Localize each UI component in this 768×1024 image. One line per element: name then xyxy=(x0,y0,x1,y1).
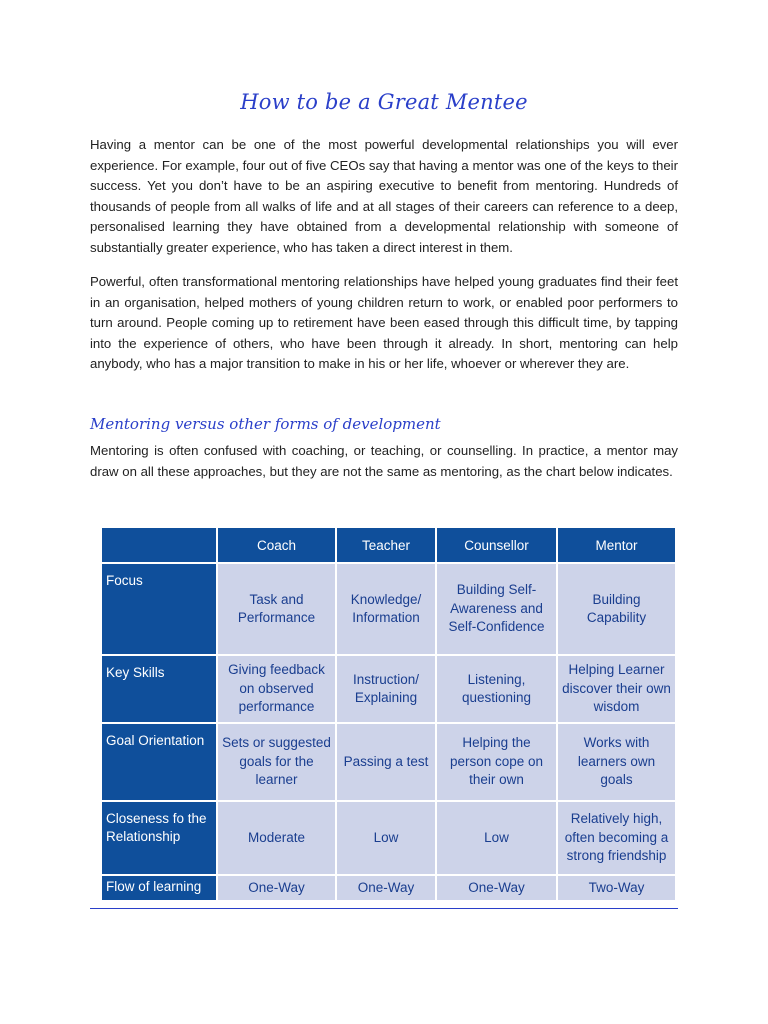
table-cell: One-Way xyxy=(336,875,436,901)
table-cell: Works with learners own goals xyxy=(557,723,676,801)
section-intro-paragraph: Mentoring is often confused with coaching, or teaching, or counselling. In practice, a mentor may draw on all these approaches, but they are not the same as mentoring, as the chart below indicates. xyxy=(90,443,678,479)
table-cell: Passing a test xyxy=(336,723,436,801)
row-label: Key Skills xyxy=(101,655,217,723)
table-cell: Building Self-Awareness and Self-Confidence xyxy=(436,563,557,655)
footer-divider xyxy=(90,908,678,909)
table-header-cell: Mentor xyxy=(557,527,676,563)
table-header-cell: Coach xyxy=(217,527,336,563)
table-row xyxy=(101,723,676,801)
table-row xyxy=(101,801,676,875)
table-cell: Moderate xyxy=(217,801,336,875)
section-heading: Mentoring versus other forms of development xyxy=(90,415,441,433)
table-cell: Instruction/ Explaining xyxy=(336,655,436,723)
table-cell: Low xyxy=(336,801,436,875)
intro-paragraph-1: Having a mentor can be one of the most powerful developmental relationships you will ever experience. For example, four out of five CEOs say that having a mentor was one of the keys to their success. Yet you don’t have to be an aspiring executive to benefit from mentoring. Hundreds of thousands of people from all walks of life and at all stages of their careers can reference to a deep, personalised learning they have obtained from a developmental relationship with someone of substantially greater experience, who has taken a direct interest in them. xyxy=(90,137,678,255)
table-row xyxy=(101,875,676,901)
table-row xyxy=(101,655,676,723)
table-header-row xyxy=(101,527,676,563)
table-cell: Relatively high, often becoming a strong friendship xyxy=(557,801,676,875)
table-cell: Two-Way xyxy=(557,875,676,901)
table-cell: Helping Learner discover their own wisdom xyxy=(557,655,676,723)
row-label: Goal Orientation xyxy=(101,723,217,801)
table-cell: Helping the person cope on their own xyxy=(436,723,557,801)
table-cell: Listening, questioning xyxy=(436,655,557,723)
table-header-cell: Counsellor xyxy=(436,527,557,563)
table-header-cell xyxy=(101,527,217,563)
table-cell: Building Capability xyxy=(557,563,676,655)
table-cell: Task and Performance xyxy=(217,563,336,655)
table-cell: Knowledge/ Information xyxy=(336,563,436,655)
row-label: Flow of learning xyxy=(101,875,217,901)
table-row xyxy=(101,563,676,655)
row-label: Closeness fo the Relationship xyxy=(101,801,217,875)
intro-paragraph-2: Powerful, often transformational mentoring relationships have helped young graduates find their feet in an organisation, helped mothers of young children return to work, or enabled poor performers to turn around. People coming up to retirement have been eased through this difficult time, by tapping into the experience of others, who have been through it already. In short, mentoring can help anybody, who has a major transition to make in his or her life, whoever or wherever they are. xyxy=(90,274,678,372)
table-cell: One-Way xyxy=(436,875,557,901)
table-cell: Sets or suggested goals for the learner xyxy=(217,723,336,801)
table-cell: One-Way xyxy=(217,875,336,901)
table-cell: Giving feedback on observed performance xyxy=(217,655,336,723)
page-title: How to be a Great Mentee xyxy=(240,90,528,114)
table-header-cell: Teacher xyxy=(336,527,436,563)
table-cell: Low xyxy=(436,801,557,875)
comparison-table xyxy=(100,526,677,902)
row-label: Focus xyxy=(101,563,217,655)
